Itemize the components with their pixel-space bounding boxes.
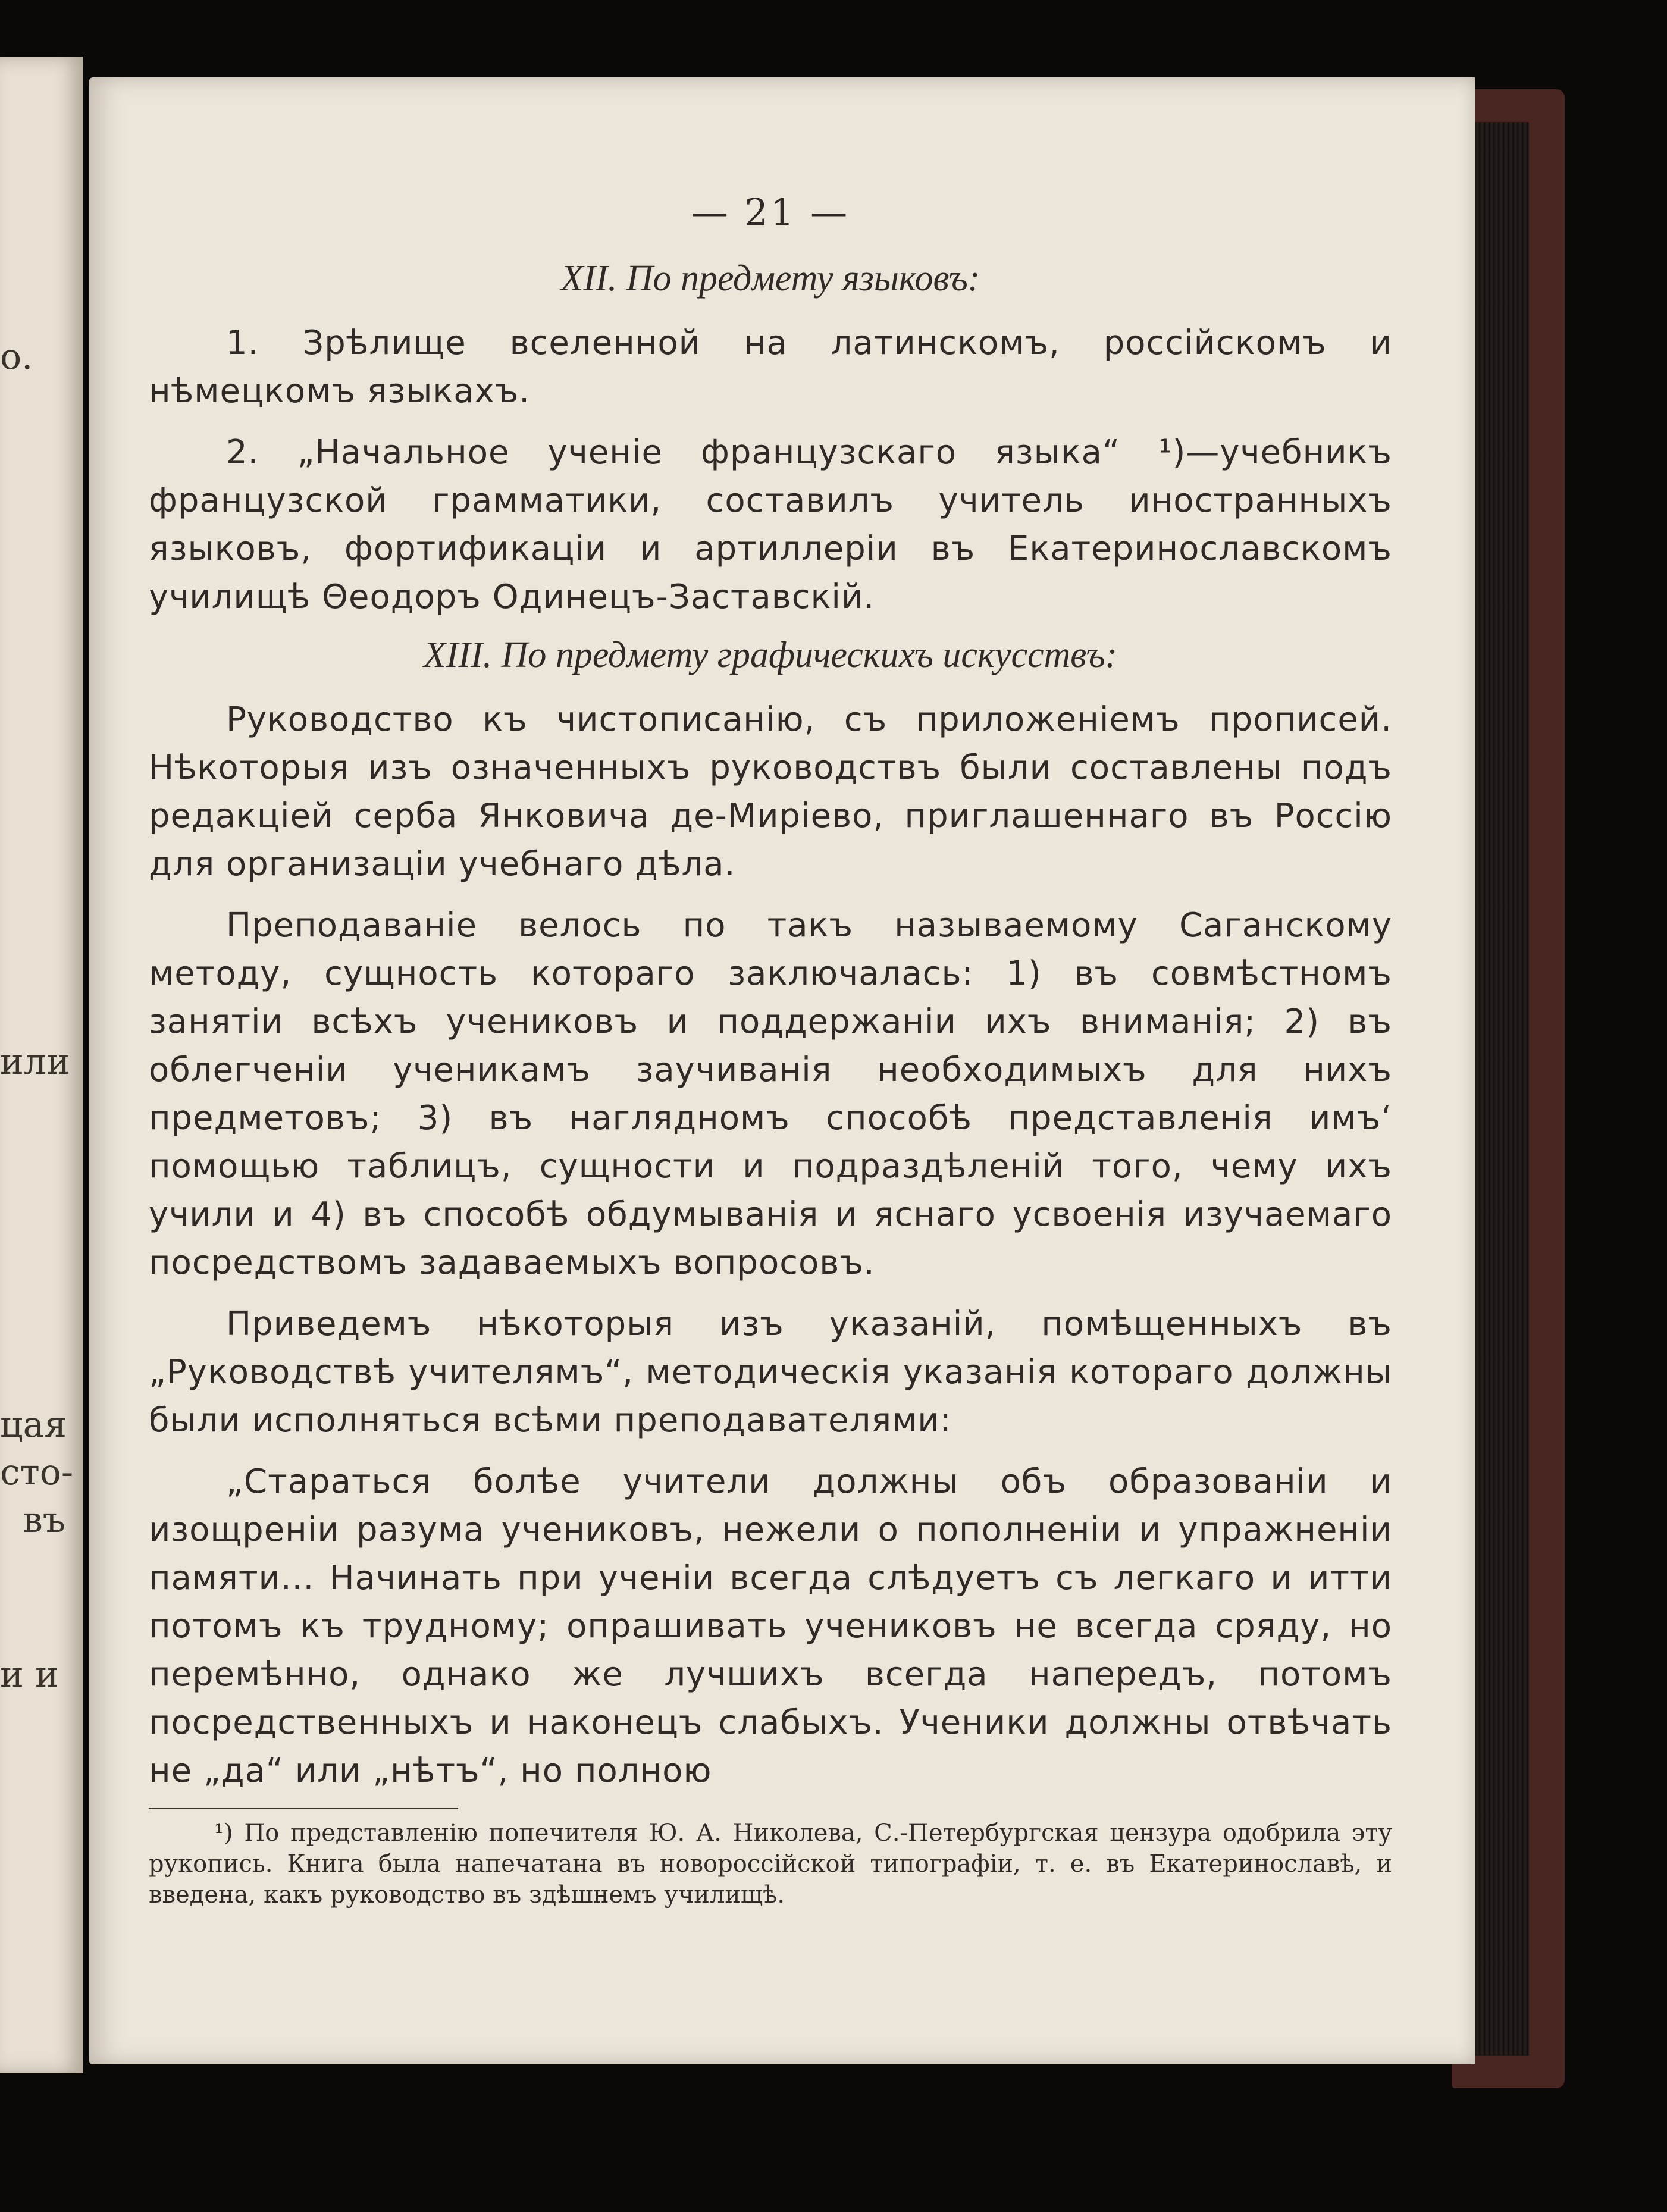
- page-number: — 21 —: [691, 190, 850, 234]
- paragraph: 1. Зрѣлище вселенной на латинскомъ, россійскомъ и нѣмецкомъ языкахъ.: [149, 324, 1392, 411]
- left-page: [0, 57, 83, 2073]
- footnote-rule: [149, 1808, 458, 1809]
- right-page: [89, 77, 1475, 2064]
- paragraph: Преподаваніе велось по такъ называемому Саганскому методу, сущность котораго заключалась: 1) въ совмѣстномъ занятіи всѣхъ учениковъ и поддержаніи ихъ вниманія; 2) въ облегченіи ученикамъ заучиванія необходимыхъ для нихъ предметовъ; 3) въ наглядномъ способѣ представленія имъ‘ помощью таблицъ, сущности и подраздѣленій того, чему ихъ учили и 4) въ способѣ обдумыванія и яснаго усвоенія изучаемаго посредствомъ задаваемыхъ вопросовъ.: [149, 906, 1392, 1282]
- left-page-fragment: въ: [23, 1499, 65, 1541]
- left-page-fragment: или: [0, 1041, 71, 1083]
- page-content: [149, 190, 1392, 1910]
- left-page-fragment: и и: [0, 1654, 59, 1696]
- section-heading: XII. По предмету языковъ:: [560, 258, 980, 299]
- left-page-fragment: цая: [0, 1404, 67, 1446]
- paragraph: „Стараться болѣе учители должны объ образованіи и изощреніи разума учениковъ, нежели о пополненіи и упражненіи памяти... Начинать при ученіи всегда слѣдуетъ съ легкаго и итти потомъ къ трудному; опрашивать учениковъ не всегда сряду, но перемѣнно, однако же лучшихъ всегда напередъ, потомъ посредственныхъ и наконецъ слабыхъ. Ученики должны отвѣчать не „да“ или „нѣтъ“, но полною: [149, 1462, 1392, 1790]
- footnote: ¹) По представленію попечителя Ю. А. Николева, С.-Петербургская цензура одобрила эту рукопись. Книга была напечатана въ новороссійской типографіи, т. е. въ Екатеринославѣ, и введена, какъ руководство въ здѣшнемъ училищѣ.: [149, 1819, 1392, 1909]
- left-page-fragment: сто-: [0, 1452, 74, 1493]
- left-page-fragment: о.: [0, 336, 33, 378]
- section-heading: XIII. По предмету графическихъ искусствъ:: [423, 635, 1118, 675]
- paragraph: Руководство къ чистописанію, съ приложеніемъ прописей. Нѣкоторыя изъ означенныхъ руководствъ были составлены подъ редакціей серба Янковича де-Миріево, приглашеннаго въ Россію для организаціи учебнаго дѣла.: [149, 700, 1392, 883]
- paragraph: Приведемъ нѣкоторыя изъ указаній, помѣщенныхъ въ „Руководствѣ учителямъ“, методическія указанія котораго должны были исполняться всѣми преподавателями:: [149, 1305, 1392, 1440]
- paragraph: 2. „Начальное ученіе французскаго языка“ ¹)—учебникъ французской грамматики, составилъ учитель иностранныхъ языковъ, фортификаціи и артиллеріи въ Екатеринославскомъ училищѣ Θеодоръ Одинецъ-Заставскій.: [149, 433, 1392, 616]
